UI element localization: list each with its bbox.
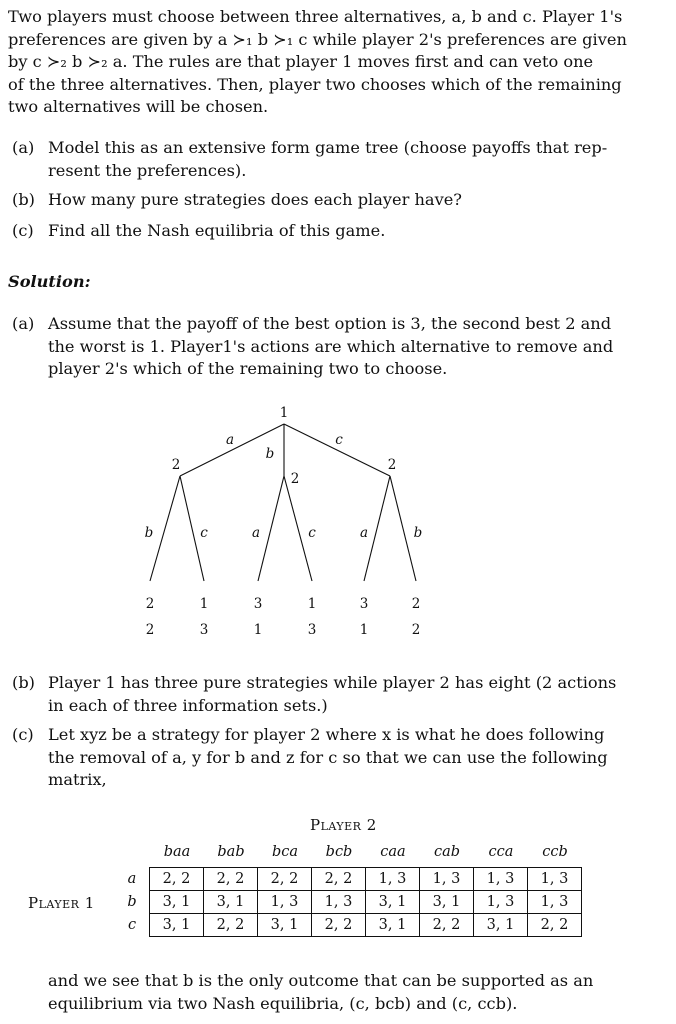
matrix-cell: 2, 2 [204,868,258,891]
node-label: 2 [387,457,397,473]
solution-line: the worst is 1. Player1's actions are which alternative to remove and [48,336,614,356]
solution-c [8,724,668,794]
column-header: cab [433,844,461,860]
matrix-cell: 1, 3 [474,868,528,891]
solution-line: the removal of a, y for b and z for c so that we can use the following [48,747,608,767]
question-label: (a) [12,138,35,157]
column-header: bca [271,844,299,860]
matrix-cell: 3, 1 [150,891,204,914]
matrix-cell: 3, 1 [366,914,420,937]
payoff-p1: 2 [411,596,421,612]
table-row [150,891,582,914]
matrix-cell: 1, 3 [258,891,312,914]
matrix-cell: 1, 3 [474,891,528,914]
payoff-p2: 3 [307,622,317,638]
question-label: (b) [12,190,35,209]
row-header: a [127,871,137,887]
matrix-cell: 3, 1 [366,891,420,914]
matrix-cell: 2, 2 [150,868,204,891]
branch-label: c [335,432,343,448]
player2-label: Player 2 [310,816,377,834]
node-label: 2 [171,457,181,473]
column-header: bab [217,844,245,860]
branch-label: a [225,432,235,448]
conclusion [8,970,668,1016]
solution-line: Let xyz be a strategy for player 2 where x is what he does following [48,725,605,744]
column-header: cca [488,844,514,860]
payoff-p1: 3 [359,596,369,612]
payoff-p1: 2 [145,596,155,612]
matrix-cell: 2, 2 [528,914,582,937]
player1-label: Player 1 [28,894,95,912]
payoff-p1: 3 [253,596,263,612]
action-label: a [359,525,369,541]
node-label: 2 [290,471,300,487]
matrix-cell: 2, 2 [312,868,366,891]
tree-branch [390,476,416,581]
row-header: b [127,894,137,910]
conclusion-line: and we see that b is the only outcome that can be supported as an [48,971,594,990]
matrix-cell: 3, 1 [258,914,312,937]
branch-label: b [265,446,275,462]
game-tree [0,398,676,648]
payoff-p1: 1 [199,596,209,612]
solution-label: (c) [12,725,34,744]
row-header: c [127,917,137,933]
problem-line: preferences are given by a ≻₁ b ≻₁ c while player 2's preferences are given [8,29,627,49]
matrix-cell: 2, 2 [258,868,312,891]
solution-heading: Solution: [8,272,91,291]
question-c [8,220,668,243]
matrix-cell: 3, 1 [474,914,528,937]
column-header: bcb [325,844,353,860]
problem-line: two alternatives will be chosen. [8,97,269,116]
question-line: How many pure strategies does each player have? [48,190,462,209]
solution-line: player 2's which of the remaining two to choose. [48,359,448,378]
matrix-cell: 3, 1 [150,914,204,937]
solution-label: (b) [12,673,35,692]
action-label: a [251,525,261,541]
payoff-p2: 1 [253,622,263,638]
solution-b [8,672,668,718]
matrix-cell: 3, 1 [204,891,258,914]
matrix-cell: 2, 2 [204,914,258,937]
payoff-p2: 1 [359,622,369,638]
question-b [8,189,668,212]
root-node-label: 1 [279,405,289,421]
solution-line: matrix, [48,770,107,789]
matrix-cell: 2, 2 [420,914,474,937]
question-line: Model this as an extensive form game tree (choose payoffs that rep- [48,138,608,157]
matrix-grid [149,867,582,937]
matrix-cell: 1, 3 [312,891,366,914]
solution-line: Assume that the payoff of the best option is 3, the second best 2 and [48,314,612,333]
question-a [8,137,668,183]
payoff-p1: 1 [307,596,317,612]
matrix-cell: 2, 2 [312,914,366,937]
question-line: resent the preferences). [48,160,247,180]
tree-branch [150,476,180,581]
solution-line: in each of three information sets.) [48,695,328,715]
tree-branch [258,476,284,581]
payoff-p2: 3 [199,622,209,638]
table-row [150,868,582,891]
solution-a [8,313,668,383]
action-label: c [308,525,316,541]
action-label: b [413,525,423,541]
column-header: caa [380,844,406,860]
matrix-cell: 1, 3 [366,868,420,891]
solution-label: (a) [12,314,35,333]
table-row [150,914,582,937]
problem-statement [8,6,668,119]
payoff-p2: 2 [411,622,421,638]
action-label: b [144,525,154,541]
action-label: c [200,525,208,541]
column-header: ccb [542,844,568,860]
problem-line: by c ≻₂ b ≻₂ a. The rules are that player 1 moves first and can veto one [8,52,594,71]
matrix-cell: 3, 1 [420,891,474,914]
payoff-matrix [0,810,676,960]
problem-line: of the three alternatives. Then, player two chooses which of the remaining [8,74,622,94]
question-line: Find all the Nash equilibria of this game. [48,221,386,240]
matrix-cell: 1, 3 [528,868,582,891]
conclusion-line: equilibrium via two Nash equilibria, (c, bcb) and (c, ccb). [48,993,518,1013]
payoff-p2: 2 [145,622,155,638]
column-header: baa [163,844,191,860]
solution-line: Player 1 has three pure strategies while player 2 has eight (2 actions [48,673,617,692]
matrix-cell: 1, 3 [420,868,474,891]
matrix-cell: 1, 3 [528,891,582,914]
problem-line: Two players must choose between three alternatives, a, b and c. Player 1's [8,7,623,26]
question-label: (c) [12,221,34,240]
